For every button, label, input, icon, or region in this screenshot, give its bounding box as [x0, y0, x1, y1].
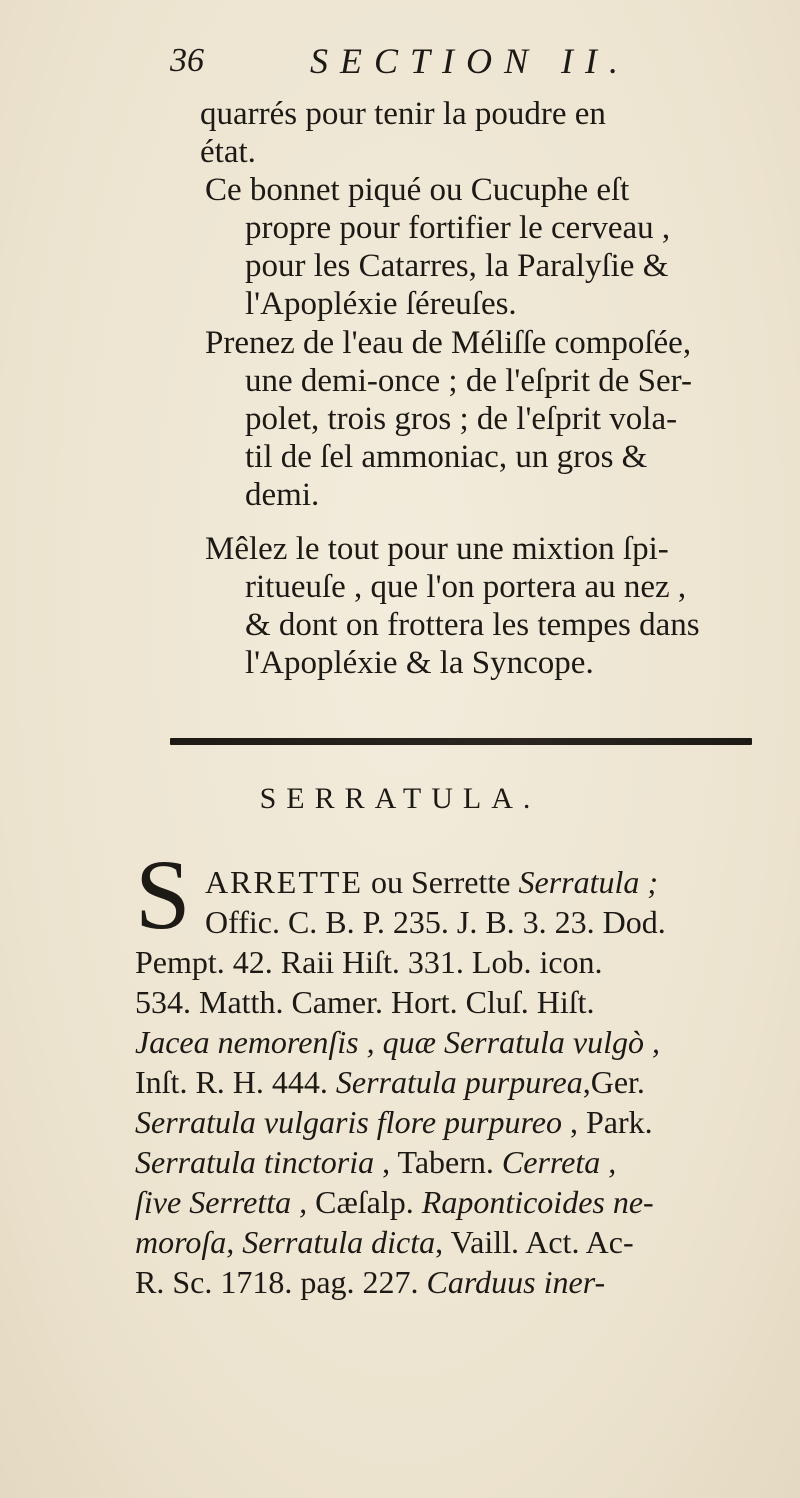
text-line: Pempt. 42. Raii Hiſt. 331. Lob. icon.	[135, 944, 603, 980]
text-line: l'Apopléxie ſéreuſes.	[245, 286, 517, 322]
paragraph-bonnet	[205, 171, 777, 323]
italic-span: Serratula ;	[518, 864, 659, 900]
text-line: polet, trois gros ; de l'eſprit vola-	[245, 401, 678, 437]
entry-paragraph	[135, 862, 775, 1302]
text-line	[135, 1142, 775, 1182]
text-line: 534. Matth. Camer. Hort. Cluſ. Hiſt.	[135, 984, 595, 1020]
text-span: Inſt. R. H. 444.	[135, 1064, 336, 1100]
text-line: propre pour fortifier le cerveau ,	[245, 210, 671, 246]
continuation-paragraph	[200, 95, 772, 171]
text-line: une demi-once ; de l'eſprit de Ser-	[245, 363, 692, 399]
text-line: Jacea nemorenſis , quæ Serratula vulgò ,	[135, 1024, 660, 1060]
text-line	[135, 1102, 775, 1142]
text-line: demi.	[245, 477, 320, 513]
italic-span: Serratula tinctoria	[135, 1144, 375, 1180]
text-line: Offic. C. B. P. 235. J. B. 3. 23. Dod.	[205, 904, 666, 940]
italic-span: ſive Serretta ,	[135, 1184, 308, 1220]
text-line: ritueuſe , que l'on portera au nez ,	[245, 569, 687, 605]
text-line	[135, 1222, 775, 1262]
smallcaps-word: ARRETTE	[205, 864, 363, 900]
paragraph-mixture	[205, 530, 777, 682]
text-span: R. Sc. 1718. pag. 227.	[135, 1264, 427, 1300]
text-line: l'Apopléxie & la Syncope.	[245, 645, 594, 681]
paragraph-prescription	[205, 324, 777, 514]
italic-span: moroſa, Serratula dicta	[135, 1224, 436, 1260]
text-span: ,Ger.	[582, 1064, 645, 1100]
text-line: Prenez de l'eau de Méliſſe compoſée,	[205, 325, 692, 361]
text-span: , Vaill. Act. Ac-	[435, 1224, 634, 1260]
italic-span: Cerreta ,	[501, 1144, 617, 1180]
italic-span: Raponticoides ne-	[421, 1184, 654, 1220]
text-span: , Tabern.	[374, 1144, 502, 1180]
text-span: ou Serrette	[362, 864, 519, 900]
text-line	[135, 1062, 775, 1102]
text-line	[135, 1182, 775, 1222]
text-line: pour les Catarres, la Paralyſie &	[245, 248, 669, 284]
text-line: Ce bonnet piqué ou Cucuphe eſt	[205, 172, 630, 208]
running-title: SECTION II.	[310, 41, 630, 81]
text-line	[135, 862, 775, 902]
section-title: SERRATULA.	[259, 782, 541, 815]
page-header	[170, 40, 760, 90]
text-line: état.	[200, 134, 256, 170]
text-line: Mêlez le tout pour une mixtion ſpi-	[205, 531, 669, 567]
text-span: , Park.	[561, 1104, 653, 1140]
italic-span: Serratula purpurea	[335, 1064, 583, 1100]
section-divider	[170, 738, 752, 745]
text-line: quarrés pour tenir la poudre en	[200, 96, 606, 132]
italic-span: Serratula vulgaris flore purpureo	[135, 1104, 562, 1140]
text-line: til de ſel ammoniac, un gros &	[245, 439, 648, 475]
text-line	[135, 1262, 775, 1302]
text-span: Cæſalp.	[307, 1184, 422, 1220]
italic-span: Carduus iner-	[426, 1264, 606, 1300]
page-number: 36	[170, 42, 204, 79]
drop-cap: S	[135, 839, 191, 950]
text-line: & dont on frottera les tempes dans	[245, 607, 700, 643]
